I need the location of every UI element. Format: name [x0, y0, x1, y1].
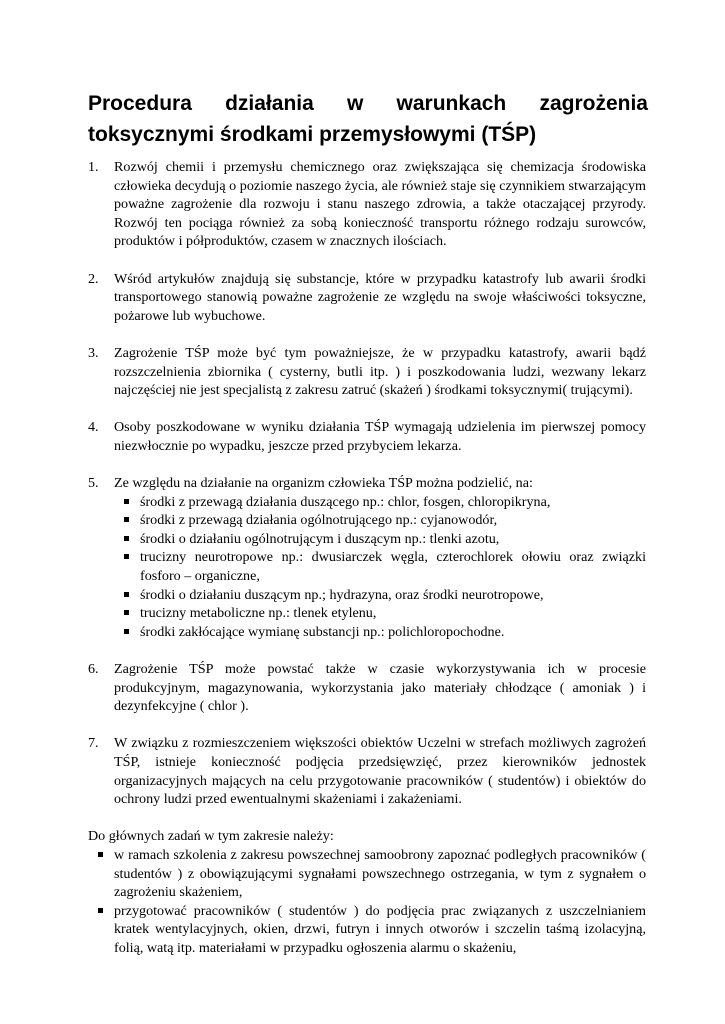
item-text: Ze względu na działanie na organizm człowieka TŚP można podzielić, na: [114, 475, 533, 492]
bullet-item: środki z przewagą działania duszącego np.: chlor, fosgen, chloropikryna, [114, 493, 646, 512]
list-item-3 [88, 344, 646, 400]
item-text: Wśród artykułów znajdują się substancje, które w przypadku katastrofy lub awarii środki transportowego stanowią poważne zagrożenie ze względu na swoje właściwości toksyczne, pożarowe lub wybuchowe. [114, 270, 646, 324]
item-number: 7. [88, 735, 99, 752]
square-bullet-icon [98, 852, 103, 857]
list-item-7 [88, 734, 646, 808]
square-bullet-icon [124, 517, 129, 522]
bullet-item: przygotować pracowników ( studentów ) do podjęcia prac związanych z uszczelnianiem kratek wentylacyjnych, okien, drzwi, futryn i innych otworów i szczelin taśmą izolacyjną, folią, watą itp. materiałami w przypadku ogłoszenia alarmu o skażeniu, [88, 902, 646, 958]
square-bullet-icon [124, 610, 129, 615]
item-text: W związku z rozmieszczeniem większości obiektów Uczelni w strefach możliwych zagrożeń TŚP, istnieje konieczność podjęcia przedsięwzięć, przez kierowników jednostek organizacyjnych mających na celu przygotowanie pracowników ( studentów) i obiektów do ochrony ludzi przed ewentualnymi skażeniami i zakażeniami. [114, 735, 646, 808]
list-item-4 [88, 418, 646, 455]
numbered-list [88, 158, 646, 809]
tasks-intro: Do głównych zadań w tym zakresie należy: [88, 828, 334, 845]
page-title: Procedura działania w warunkach zagrożenia toksycznymi środkami przemysłowymi (TŚP) [88, 92, 648, 146]
bullet-item: w ramach szkolenia z zakresu powszechnej samoobrony zapoznać podległych pracowników ( studentów ) z obowiązującymi sygnałami powszechnego ostrzegania, w tym z sygnałem o zagrożeniu skażeniem, [88, 846, 646, 902]
item-text: Rozwój chemii i przemysłu chemicznego oraz zwiększająca się chemizacja środowiska człowieka decydują o poziomie naszego życia, ale również staje się czynnikiem stwarzającym poważne zagrożenie dla rozwoju i stanu naszego zdrowia, a także otaczającej przyrody. Rozwój ten pociąga również za sobą konieczność transportu różnego rodzaju surowców, produktów i półproduktów, czasem w znacznych ilościach. [114, 159, 646, 250]
bullet-item: trucizny metaboliczne np.: tlenek etylenu, [114, 604, 646, 623]
item-text: Osoby poszkodowane w wyniku działania TŚP wymagają udzielenia im pierwszej pomocy niezwłocznie po wypadku, jeszcze przed przybyciem lekarza. [114, 419, 646, 454]
item-number: 6. [88, 661, 99, 678]
square-bullet-icon [124, 554, 129, 559]
item-text: Zagrożenie TŚP może być tym poważniejsze, że w przypadku katastrofy, awarii bądź rozszczelnienia zbiornika ( cysterny, butli itp. ) i poszkodowania ludzi, wezwany lekarz najczęściej nie jest specjalistą z zakresu zatruć (skażeń ) środkami toksycznymi( trującymi). [114, 344, 646, 399]
item-number: 2. [88, 270, 99, 287]
bullet-item: środki o działaniu ogólnotrującym i duszącym np.: tlenki azotu, [114, 530, 646, 549]
item-number: 4. [88, 419, 99, 436]
bullet-item: środki z przewagą działania ogólnotrującego np.: cyjanowodór, [114, 511, 646, 530]
item-number: 3. [88, 344, 99, 361]
list-item-2 [88, 270, 646, 326]
item-number: 5. [88, 475, 99, 492]
list-item-6 [88, 660, 646, 716]
square-bullet-icon [124, 629, 129, 634]
list-item-1 [88, 158, 646, 251]
item-number: 1. [88, 159, 99, 175]
square-bullet-icon [124, 536, 129, 541]
document-body [88, 158, 646, 958]
item-text: Zagrożenie TŚP może powstać także w czasie wykorzystywania ich w procesie produkcyjnym, magazynowania, wykorzystania jako materiały chłodzące ( amoniak ) i dezynfekcyjne ( chlor ). [114, 661, 646, 715]
bullet-item: środki o działaniu duszącym np.; hydrazyna, oraz środki neurotropowe, [114, 586, 646, 605]
square-bullet-icon [124, 592, 129, 597]
tasks-bullet-list [88, 846, 646, 958]
bullet-list [88, 493, 646, 642]
square-bullet-icon [124, 499, 129, 504]
square-bullet-icon [98, 908, 103, 913]
list-item-5 [88, 474, 646, 641]
bullet-item: środki zakłócające wymianę substancji np.: polichloropochodne. [114, 623, 646, 642]
bullet-item: trucizny neurotropowe np.: dwusiarczek węgla, czterochlorek ołowiu oraz związki fosforo – organiczne, [114, 548, 646, 585]
